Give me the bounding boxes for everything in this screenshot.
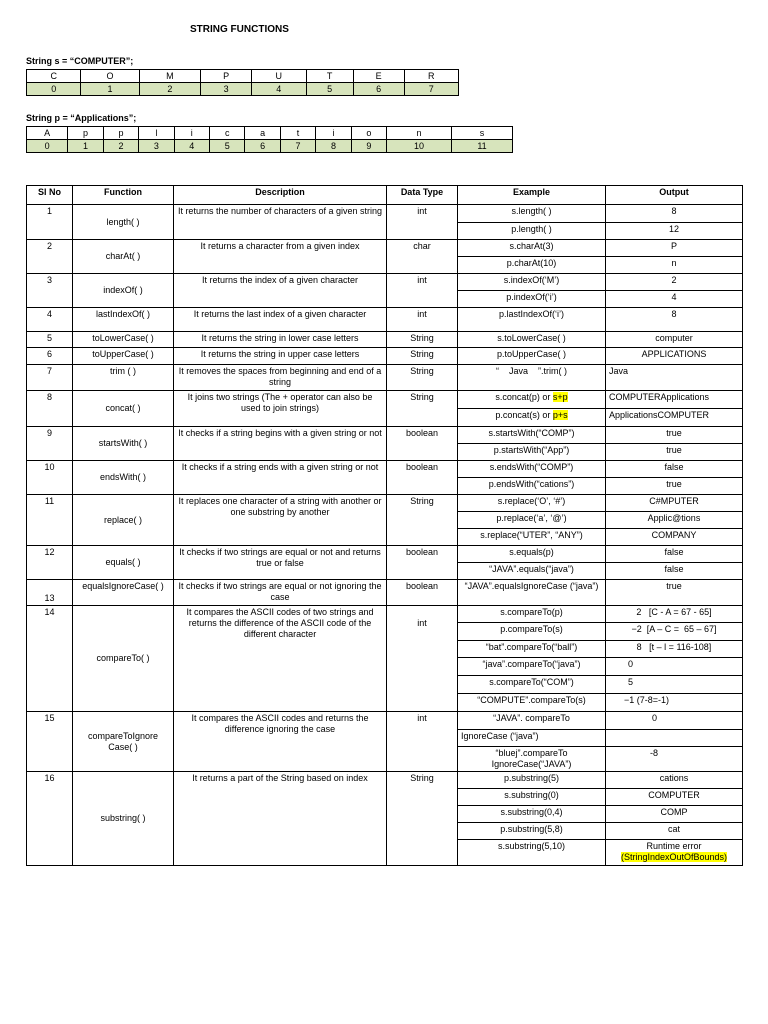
data-type: char: [387, 240, 458, 274]
function-name: length( ): [73, 205, 174, 240]
table-row: [27, 308, 743, 332]
row-number: 2: [27, 240, 73, 274]
example: “bluej”.compareTo IgnoreCase(“JAVA”): [458, 747, 606, 772]
function-description: It removes the spaces from beginning and end of a string: [174, 365, 387, 391]
char-cell: C: [27, 70, 81, 83]
example: [458, 391, 606, 409]
output: P: [606, 240, 743, 257]
row-number: 7: [27, 365, 73, 391]
output: APPLICATIONS: [606, 348, 743, 365]
output: false: [606, 546, 743, 563]
example: s.substring(0,4): [458, 806, 606, 823]
example: p.indexOf(‘i’): [458, 291, 606, 308]
index-cell: 3: [139, 140, 174, 153]
output: cations: [606, 772, 743, 789]
index-cell: 11: [451, 140, 512, 153]
example: s.length( ): [458, 205, 606, 223]
function-description: It replaces one character of a string with another or one substring by another: [174, 495, 387, 546]
output: 2: [606, 274, 743, 291]
output: true: [606, 444, 743, 461]
output: false: [606, 461, 743, 478]
runtime-error-text: Runtime error: [646, 841, 702, 851]
example: s.endsWith(“COMP”): [458, 461, 606, 478]
index-cell: 6: [245, 140, 280, 153]
example: “ Java ”.trim( ): [458, 365, 606, 391]
char-cell: T: [306, 70, 353, 83]
char-cell: R: [404, 70, 458, 83]
data-type: int: [387, 274, 458, 308]
data-type: boolean: [387, 461, 458, 495]
example: p.replace(‘a’, ‘@’): [458, 512, 606, 529]
output: 2 [C - A = 67 - 65]: [606, 606, 743, 623]
example: “JAVA”.equalsIgnoreCase (“java”): [458, 580, 606, 606]
data-type: String: [387, 348, 458, 365]
table-row: [27, 274, 743, 291]
function-description: It compares the ASCII codes of two strings and returns the difference of the ASCII code of the different character: [174, 606, 387, 712]
data-type: boolean: [387, 580, 458, 606]
char-cell: p: [68, 127, 103, 140]
table-header-row: [27, 186, 743, 205]
index-cell: 6: [353, 83, 404, 96]
index-cell: 5: [306, 83, 353, 96]
example-text: s.concat(p) or: [495, 392, 551, 402]
function-description: It checks if a string ends with a given string or not: [174, 461, 387, 495]
example: p.substring(5,8): [458, 823, 606, 840]
output: COMPUTERApplications: [606, 391, 743, 409]
highlighted-operator: s+p: [552, 392, 568, 402]
table-row: [27, 427, 743, 444]
table-row: [27, 461, 743, 478]
function-description: It checks if two strings are equal or not and returns true or false: [174, 546, 387, 580]
function-name: equals( ): [73, 546, 174, 580]
example: s.replace(‘O’, ‘#’): [458, 495, 606, 512]
output: ApplicationsCOMPUTER: [606, 409, 743, 427]
row-number: 13: [27, 580, 73, 606]
table-row: [27, 546, 743, 563]
char-cell: E: [353, 70, 404, 83]
data-type: int: [387, 205, 458, 240]
table-row: [27, 365, 743, 391]
output: [606, 840, 743, 866]
row-number: 4: [27, 308, 73, 332]
output: 0: [606, 658, 743, 676]
function-description: It returns the last index of a given character: [174, 308, 387, 332]
row-number: 16: [27, 772, 73, 866]
function-name: indexOf( ): [73, 274, 174, 308]
char-cell: U: [252, 70, 306, 83]
table-row: [27, 495, 743, 512]
row-number: 10: [27, 461, 73, 495]
row-number: 11: [27, 495, 73, 546]
function-description: It returns a part of the String based on index: [174, 772, 387, 866]
example: p.toUpperCase( ): [458, 348, 606, 365]
example: s.startsWith(“COMP”): [458, 427, 606, 444]
example: “java”.compareTo(“java”): [458, 658, 606, 676]
row-number: 12: [27, 546, 73, 580]
example: “JAVA”.equals(“java”): [458, 563, 606, 580]
output: COMP: [606, 806, 743, 823]
table-row: [27, 772, 743, 789]
function-name: equalsIgnoreCase( ): [73, 580, 174, 606]
output: -8: [606, 747, 743, 772]
data-type: String: [387, 365, 458, 391]
data-type: String: [387, 391, 458, 427]
char-cell: M: [139, 70, 201, 83]
header-function: Function: [73, 186, 174, 205]
header-output: Output: [606, 186, 743, 205]
example: p.substring(5): [458, 772, 606, 789]
function-description: It joins two strings (The + operator can also be used to join strings): [174, 391, 387, 427]
example-text: p.concat(s) or: [495, 410, 551, 420]
string-p-label: String p = “Applications”;: [26, 113, 137, 123]
row-number: 6: [27, 348, 73, 365]
function-description: It compares the ASCII codes and returns the difference ignoring the case: [174, 712, 387, 772]
string-p-index-row: [27, 140, 513, 153]
function-name: toUpperCase( ): [73, 348, 174, 365]
header-description: Description: [174, 186, 387, 205]
output: −1 (7-8=-1): [606, 694, 743, 712]
exception-name: (StringIndexOutOfBounds): [620, 852, 728, 862]
index-cell: 2: [103, 140, 138, 153]
char-cell: P: [201, 70, 252, 83]
output: COMPUTER: [606, 789, 743, 806]
function-description: It returns the string in upper case letters: [174, 348, 387, 365]
example: “JAVA”. compareTo: [458, 712, 606, 730]
example: s.charAt(3): [458, 240, 606, 257]
row-number: 15: [27, 712, 73, 772]
char-cell: i: [174, 127, 209, 140]
example: p.endsWith(“cations”): [458, 478, 606, 495]
output: Java: [606, 365, 743, 391]
header-sl-no: Sl No: [27, 186, 73, 205]
output: false: [606, 563, 743, 580]
function-description: It checks if two strings are equal or not ignoring the case: [174, 580, 387, 606]
header-example: Example: [458, 186, 606, 205]
example: s.replace(“UTER”, “ANY”): [458, 529, 606, 546]
function-description: It returns the index of a given character: [174, 274, 387, 308]
output: 12: [606, 223, 743, 240]
output: Applic@tions: [606, 512, 743, 529]
output: true: [606, 478, 743, 495]
index-cell: 4: [252, 83, 306, 96]
output: computer: [606, 332, 743, 348]
example: IgnoreCase (“java”): [458, 730, 606, 747]
header-data-type: Data Type: [387, 186, 458, 205]
function-name: charAt( ): [73, 240, 174, 274]
string-p-chars-row: [27, 127, 513, 140]
char-cell: O: [81, 70, 139, 83]
example: p.startsWith(“App”): [458, 444, 606, 461]
example: s.substring(0): [458, 789, 606, 806]
data-type: boolean: [387, 427, 458, 461]
char-cell: t: [280, 127, 315, 140]
index-cell: 0: [27, 83, 81, 96]
example: s.substring(5,10): [458, 840, 606, 866]
function-name: trim ( ): [73, 365, 174, 391]
index-cell: 9: [351, 140, 386, 153]
highlighted-operator: p+s: [552, 410, 568, 420]
string-p-index-table: [26, 126, 513, 153]
string-s-index-table: [26, 69, 459, 96]
output: −2 [A – C = 65 – 67]: [606, 623, 743, 641]
table-row: [27, 332, 743, 348]
table-row: [27, 712, 743, 730]
function-description: It checks if a string begins with a given string or not: [174, 427, 387, 461]
document-title: STRING FUNCTIONS: [190, 24, 289, 35]
output: cat: [606, 823, 743, 840]
table-row: [27, 580, 743, 606]
example: s.toLowerCase( ): [458, 332, 606, 348]
string-s-label: String s = “COMPUTER”;: [26, 56, 134, 66]
row-number: 9: [27, 427, 73, 461]
data-type: int: [387, 308, 458, 332]
output: 0: [606, 712, 743, 730]
example: p.charAt(10): [458, 257, 606, 274]
index-cell: 1: [81, 83, 139, 96]
output: 8: [606, 205, 743, 223]
function-name: compareToIgnore Case( ): [73, 712, 174, 772]
data-type: String: [387, 332, 458, 348]
table-row: [27, 205, 743, 223]
output: n: [606, 257, 743, 274]
example: s.compareTo(p): [458, 606, 606, 623]
char-cell: l: [139, 127, 174, 140]
function-name: lastIndexOf( ): [73, 308, 174, 332]
example: “COMPUTE”.compareTo(s): [458, 694, 606, 712]
function-name: compareTo( ): [73, 606, 174, 712]
char-cell: o: [351, 127, 386, 140]
char-cell: n: [387, 127, 452, 140]
example: s.indexOf(‘M’): [458, 274, 606, 291]
char-cell: p: [103, 127, 138, 140]
function-description: It returns the number of characters of a given string: [174, 205, 387, 240]
char-cell: c: [210, 127, 245, 140]
index-cell: 0: [27, 140, 68, 153]
example: p.length( ): [458, 223, 606, 240]
function-name: toLowerCase( ): [73, 332, 174, 348]
table-row: [27, 348, 743, 365]
index-cell: 8: [316, 140, 351, 153]
data-type: int: [387, 712, 458, 772]
output: [606, 730, 743, 747]
example: s.compareTo(“COM”): [458, 676, 606, 694]
row-number: 8: [27, 391, 73, 427]
function-description: It returns the string in lower case letters: [174, 332, 387, 348]
table-row: [27, 240, 743, 257]
row-number: 5: [27, 332, 73, 348]
data-type: int: [387, 606, 458, 712]
example: s.equals(p): [458, 546, 606, 563]
string-functions-table: [26, 185, 743, 866]
row-number: 14: [27, 606, 73, 712]
function-name: replace( ): [73, 495, 174, 546]
output: 8 [t – l = 116-108]: [606, 641, 743, 658]
index-cell: 1: [68, 140, 103, 153]
function-name: substring( ): [73, 772, 174, 866]
output: 4: [606, 291, 743, 308]
example: p.lastIndexOf(‘i’): [458, 308, 606, 332]
output: COMPANY: [606, 529, 743, 546]
char-cell: i: [316, 127, 351, 140]
function-description: It returns a character from a given index: [174, 240, 387, 274]
function-name: endsWith( ): [73, 461, 174, 495]
row-number: 3: [27, 274, 73, 308]
example: [458, 409, 606, 427]
string-s-chars-row: [27, 70, 459, 83]
char-cell: A: [27, 127, 68, 140]
output: true: [606, 580, 743, 606]
index-cell: 4: [174, 140, 209, 153]
index-cell: 7: [404, 83, 458, 96]
example: “bat”.compareTo(“ball”): [458, 641, 606, 658]
index-cell: 3: [201, 83, 252, 96]
example: p.compareTo(s): [458, 623, 606, 641]
data-type: boolean: [387, 546, 458, 580]
char-cell: s: [451, 127, 512, 140]
char-cell: a: [245, 127, 280, 140]
table-row: [27, 391, 743, 409]
index-cell: 2: [139, 83, 201, 96]
data-type: String: [387, 772, 458, 866]
string-s-index-row: [27, 83, 459, 96]
output: 5: [606, 676, 743, 694]
index-cell: 7: [280, 140, 315, 153]
function-name: concat( ): [73, 391, 174, 427]
index-cell: 10: [387, 140, 452, 153]
function-name: startsWith( ): [73, 427, 174, 461]
output: 8: [606, 308, 743, 332]
data-type: String: [387, 495, 458, 546]
output: true: [606, 427, 743, 444]
row-number: 1: [27, 205, 73, 240]
output: C#MPUTER: [606, 495, 743, 512]
index-cell: 5: [210, 140, 245, 153]
table-row: [27, 606, 743, 623]
